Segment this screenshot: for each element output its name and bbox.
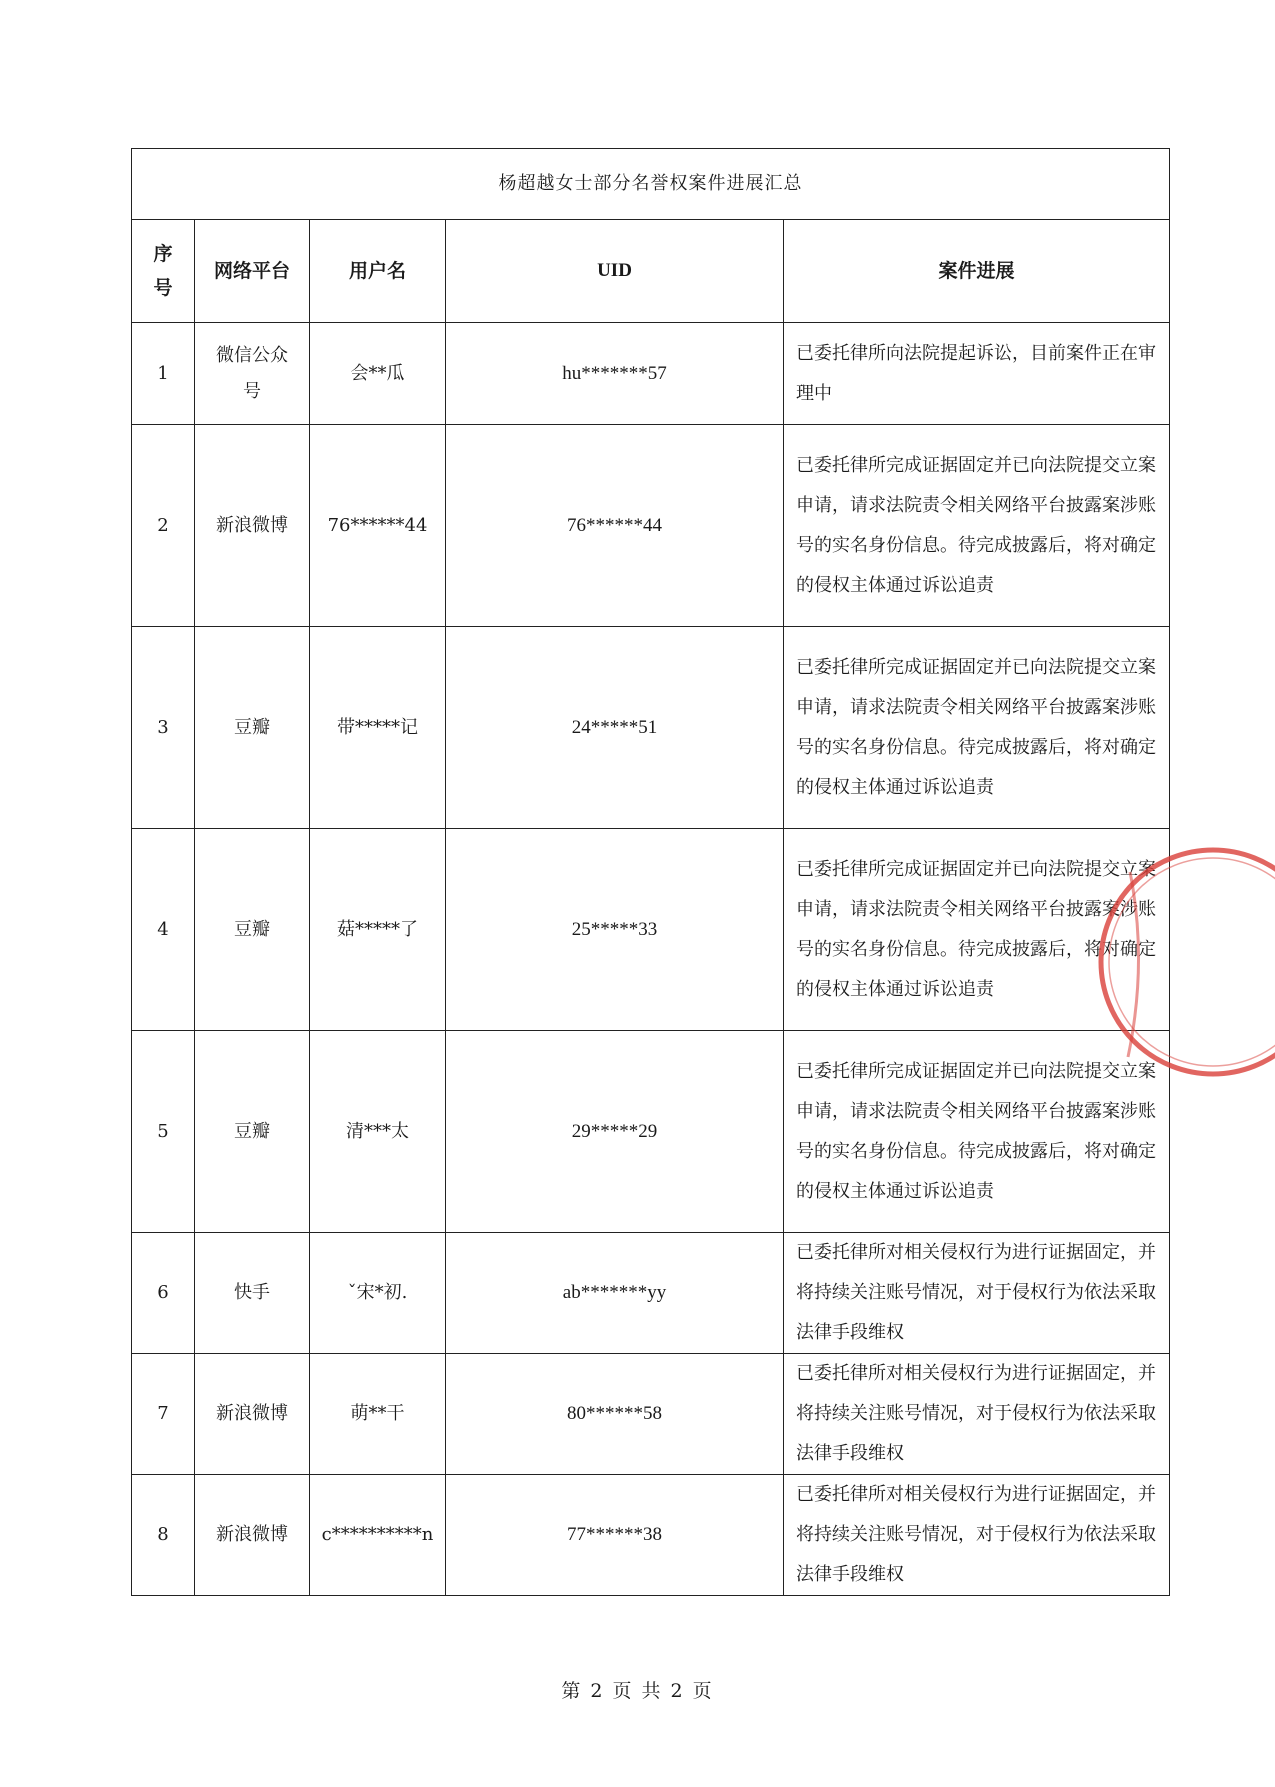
cell-seq: 4 — [132, 829, 195, 1031]
header-platform: 网络平台 — [195, 220, 310, 323]
table-row — [132, 1031, 1170, 1233]
page-number: 第 2 页 共 2 页 — [561, 1680, 714, 1702]
table-row — [132, 1354, 1170, 1475]
cell-seq: 8 — [132, 1475, 195, 1596]
cell-username: 带*****记 — [310, 627, 446, 829]
cell-seq: 2 — [132, 425, 195, 627]
table-row — [132, 829, 1170, 1031]
table-row — [132, 1475, 1170, 1596]
cell-platform: 新浪微博 — [195, 425, 310, 627]
cell-platform: 新浪微博 — [195, 1475, 310, 1596]
cell-platform: 豆瓣 — [195, 1031, 310, 1233]
case-progress-table — [131, 148, 1170, 1596]
table-row — [132, 627, 1170, 829]
cell-platform: 豆瓣 — [195, 627, 310, 829]
cell-seq: 6 — [132, 1233, 195, 1354]
cell-seq: 3 — [132, 627, 195, 829]
table-row — [132, 425, 1170, 627]
header-seq: 序 号 — [132, 220, 195, 323]
cell-seq: 1 — [132, 323, 195, 425]
cell-progress: 已委托律所完成证据固定并已向法院提交立案申请，请求法院责令相关网络平台披露案涉账号的实名身份信息。待完成披露后，将对确定的侵权主体通过诉讼追责 — [784, 627, 1170, 829]
header-row — [132, 220, 1170, 323]
cell-platform: 快手 — [195, 1233, 310, 1354]
cell-seq: 5 — [132, 1031, 195, 1233]
cell-platform: 豆瓣 — [195, 829, 310, 1031]
header-progress: 案件进展 — [784, 220, 1170, 323]
cell-progress: 已委托律所完成证据固定并已向法院提交立案申请，请求法院责令相关网络平台披露案涉账号的实名身份信息。待完成披露后，将对确定的侵权主体通过诉讼追责 — [784, 425, 1170, 627]
table-title: 杨超越女士部分名誉权案件进展汇总 — [132, 149, 1170, 220]
cell-username: 萌**干 — [310, 1354, 446, 1475]
cell-uid: hu*******57 — [446, 323, 784, 425]
cell-uid: 29*****29 — [446, 1031, 784, 1233]
cell-progress: 已委托律所对相关侵权行为进行证据固定，并将持续关注账号情况，对于侵权行为依法采取法律手段维权 — [784, 1354, 1170, 1475]
table-row — [132, 323, 1170, 425]
cell-uid: 76******44 — [446, 425, 784, 627]
header-uid: UID — [446, 220, 784, 323]
cell-uid: 80******58 — [446, 1354, 784, 1475]
cell-uid: ab*******yy — [446, 1233, 784, 1354]
cell-progress: 已委托律所对相关侵权行为进行证据固定，并将持续关注账号情况，对于侵权行为依法采取法律手段维权 — [784, 1475, 1170, 1596]
cell-username: 清***太 — [310, 1031, 446, 1233]
cell-username: 会**瓜 — [310, 323, 446, 425]
cell-username: 菇*****了 — [310, 829, 446, 1031]
cell-uid: 77******38 — [446, 1475, 784, 1596]
header-username: 用户名 — [310, 220, 446, 323]
cell-uid: 24*****51 — [446, 627, 784, 829]
cell-progress: 已委托律所向法院提起诉讼，目前案件正在审理中 — [784, 323, 1170, 425]
cell-platform: 微信公众号 — [195, 323, 310, 425]
cell-platform: 新浪微博 — [195, 1354, 310, 1475]
cell-username: ˇ宋*初. — [310, 1233, 446, 1354]
cell-uid: 25*****33 — [446, 829, 784, 1031]
cell-progress: 已委托律所完成证据固定并已向法院提交立案申请，请求法院责令相关网络平台披露案涉账号的实名身份信息。待完成披露后，将对确定的侵权主体通过诉讼追责 — [784, 1031, 1170, 1233]
cell-username: c**********n — [310, 1475, 446, 1596]
cell-seq: 7 — [132, 1354, 195, 1475]
cell-progress: 已委托律所对相关侵权行为进行证据固定，并将持续关注账号情况，对于侵权行为依法采取法律手段维权 — [784, 1233, 1170, 1354]
cell-username: 76******44 — [310, 425, 446, 627]
cell-progress: 已委托律所完成证据固定并已向法院提交立案申请，请求法院责令相关网络平台披露案涉账号的实名身份信息。待完成披露后，将对确定的侵权主体通过诉讼追责 — [784, 829, 1170, 1031]
table-row — [132, 1233, 1170, 1354]
